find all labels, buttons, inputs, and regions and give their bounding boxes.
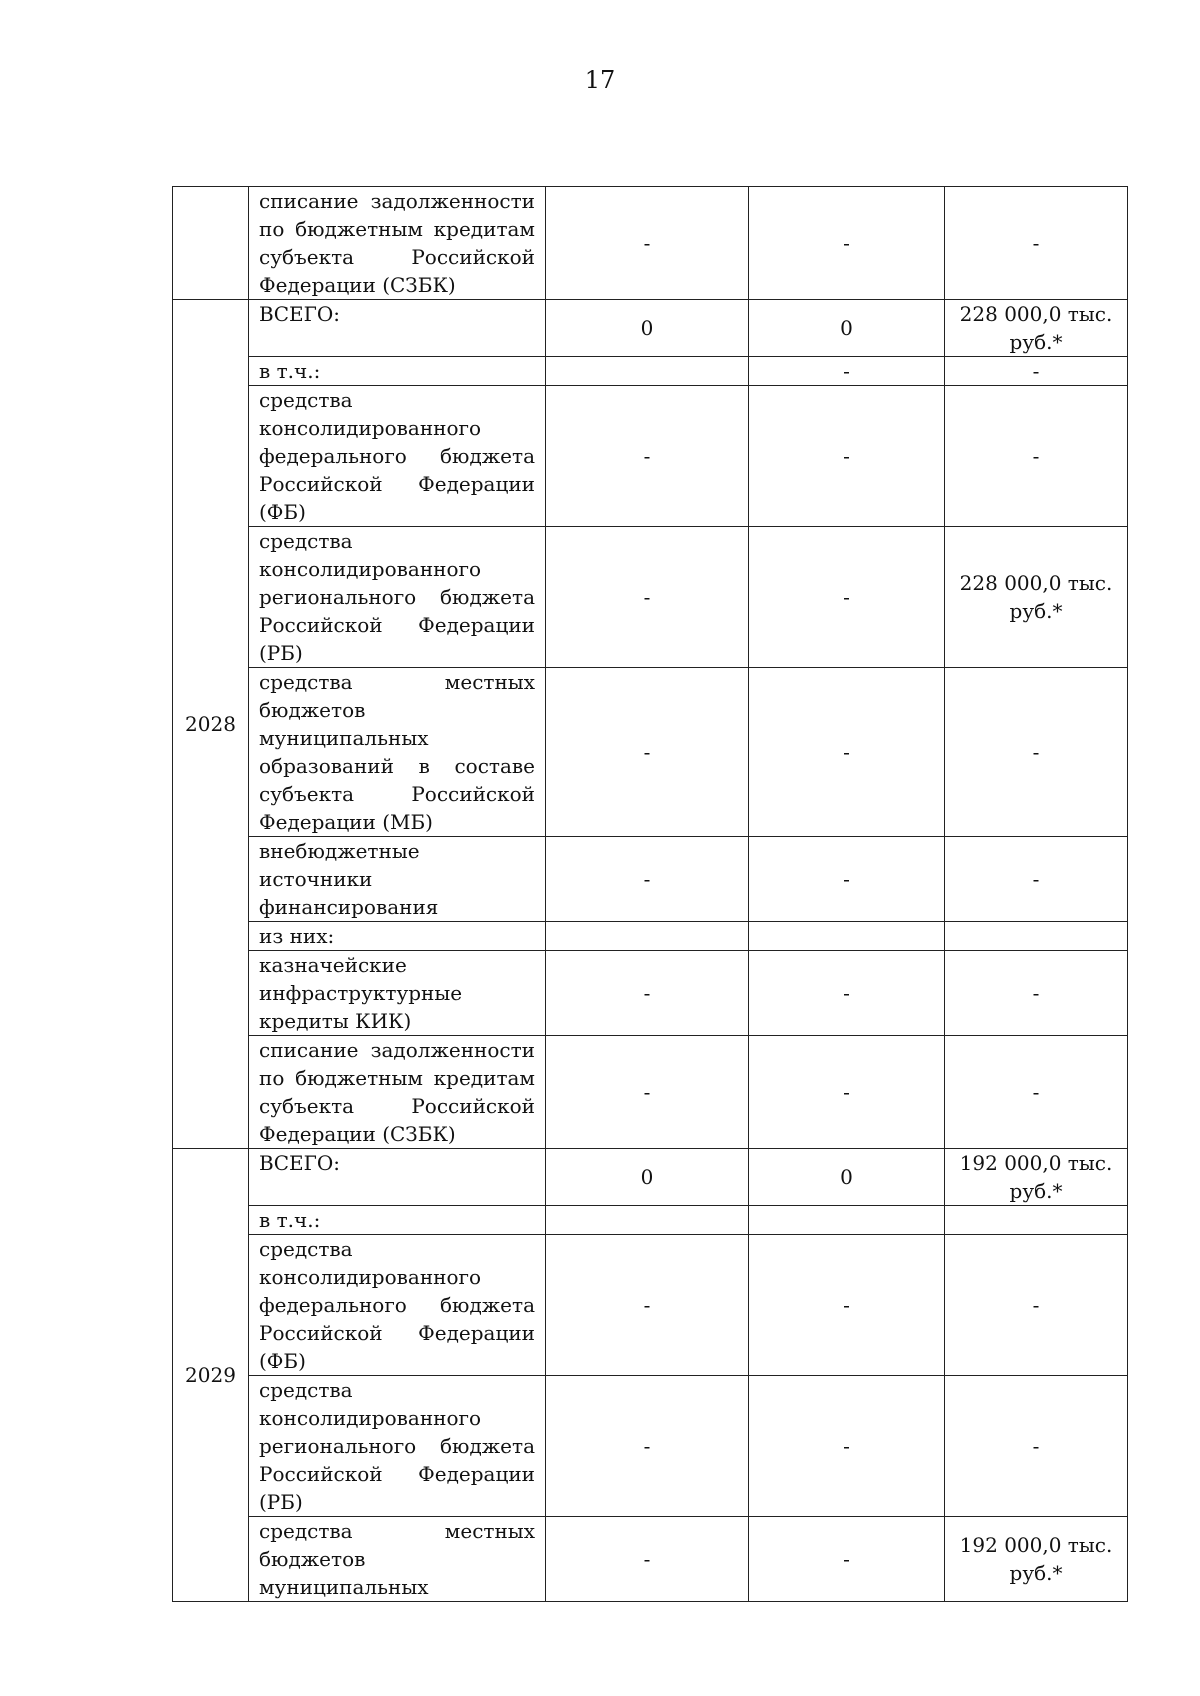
value-cell: - bbox=[749, 1036, 945, 1149]
value-cell: - bbox=[546, 187, 749, 300]
value-cell: - bbox=[945, 1235, 1128, 1376]
value-cell: - bbox=[546, 951, 749, 1036]
table-row bbox=[173, 386, 1128, 527]
row-label: ВСЕГО: bbox=[249, 300, 546, 357]
value-cell bbox=[546, 1206, 749, 1235]
year-cell: 2028 bbox=[173, 300, 249, 1149]
row-label: казначейские инфраструктурные кредиты КИК) bbox=[249, 951, 546, 1036]
value-cell: - bbox=[749, 668, 945, 837]
financing-table bbox=[172, 186, 1128, 1602]
value-cell: - bbox=[546, 1036, 749, 1149]
value-cell: - bbox=[749, 837, 945, 922]
row-label: средства консолидированного регионального бюджета Российской Федерации (РБ) bbox=[249, 527, 546, 668]
row-label: внебюджетные источники финансирования bbox=[249, 837, 546, 922]
value-cell: - bbox=[546, 1376, 749, 1517]
table-row bbox=[173, 951, 1128, 1036]
year-cell bbox=[173, 187, 249, 300]
table-row bbox=[173, 1376, 1128, 1517]
table-row bbox=[173, 1036, 1128, 1149]
value-cell: - bbox=[546, 386, 749, 527]
value-cell: - bbox=[546, 837, 749, 922]
row-label: в т.ч.: bbox=[249, 357, 546, 386]
value-cell: - bbox=[945, 668, 1128, 837]
row-label: ВСЕГО: bbox=[249, 1149, 546, 1206]
value-cell: 0 bbox=[749, 1149, 945, 1206]
year-cell: 2029 bbox=[173, 1149, 249, 1602]
table-row bbox=[173, 1517, 1128, 1602]
value-cell: - bbox=[945, 1036, 1128, 1149]
table-row bbox=[173, 1235, 1128, 1376]
value-cell bbox=[945, 922, 1128, 951]
value-cell: - bbox=[546, 1235, 749, 1376]
table-row bbox=[173, 527, 1128, 668]
table-row bbox=[173, 1206, 1128, 1235]
value-cell: - bbox=[749, 187, 945, 300]
value-cell: - bbox=[546, 527, 749, 668]
row-label: списание задолженности по бюджетным кредитам субъекта Российской Федерации (СЗБК) bbox=[249, 1036, 546, 1149]
table-row bbox=[173, 668, 1128, 837]
value-cell: - bbox=[546, 668, 749, 837]
row-label: списание задолженности по бюджетным кредитам субъекта Российской Федерации (СЗБК) bbox=[249, 187, 546, 300]
value-cell: - bbox=[945, 357, 1128, 386]
table-row bbox=[173, 300, 1128, 357]
value-cell: - bbox=[945, 837, 1128, 922]
value-cell: - bbox=[749, 527, 945, 668]
row-label: средства местных бюджетов муниципальных bbox=[249, 1517, 546, 1602]
value-cell: - bbox=[945, 187, 1128, 300]
row-label: средства местных бюджетов муниципальных образований в составе субъекта Российской Федерации (МБ) bbox=[249, 668, 546, 837]
table-row bbox=[173, 1149, 1128, 1206]
value-cell: - bbox=[749, 1235, 945, 1376]
value-cell: 0 bbox=[749, 300, 945, 357]
value-cell: - bbox=[749, 951, 945, 1036]
row-label: средства консолидированного регионального бюджета Российской Федерации (РБ) bbox=[249, 1376, 546, 1517]
value-cell: - bbox=[546, 1517, 749, 1602]
value-cell: 0 bbox=[546, 1149, 749, 1206]
value-cell bbox=[945, 1206, 1128, 1235]
value-cell bbox=[546, 357, 749, 386]
value-cell: - bbox=[749, 1376, 945, 1517]
table-row bbox=[173, 357, 1128, 386]
value-cell: - bbox=[749, 357, 945, 386]
value-cell: - bbox=[945, 1376, 1128, 1517]
value-cell bbox=[749, 922, 945, 951]
value-cell bbox=[749, 1206, 945, 1235]
page-number: 17 bbox=[584, 66, 616, 94]
value-cell: 192 000,0 тыс. руб.* bbox=[945, 1149, 1128, 1206]
table-row bbox=[173, 922, 1128, 951]
row-label: средства консолидированного федерального бюджета Российской Федерации (ФБ) bbox=[249, 386, 546, 527]
value-cell: 0 bbox=[546, 300, 749, 357]
value-cell: 192 000,0 тыс. руб.* bbox=[945, 1517, 1128, 1602]
row-label: в т.ч.: bbox=[249, 1206, 546, 1235]
value-cell: - bbox=[945, 386, 1128, 527]
row-label: средства консолидированного федерального бюджета Российской Федерации (ФБ) bbox=[249, 1235, 546, 1376]
row-label: из них: bbox=[249, 922, 546, 951]
value-cell: 228 000,0 тыс. руб.* bbox=[945, 300, 1128, 357]
table-row bbox=[173, 837, 1128, 922]
value-cell: - bbox=[945, 951, 1128, 1036]
value-cell: 228 000,0 тыс. руб.* bbox=[945, 527, 1128, 668]
table-row bbox=[173, 187, 1128, 300]
value-cell: - bbox=[749, 386, 945, 527]
value-cell: - bbox=[749, 1517, 945, 1602]
value-cell bbox=[546, 922, 749, 951]
